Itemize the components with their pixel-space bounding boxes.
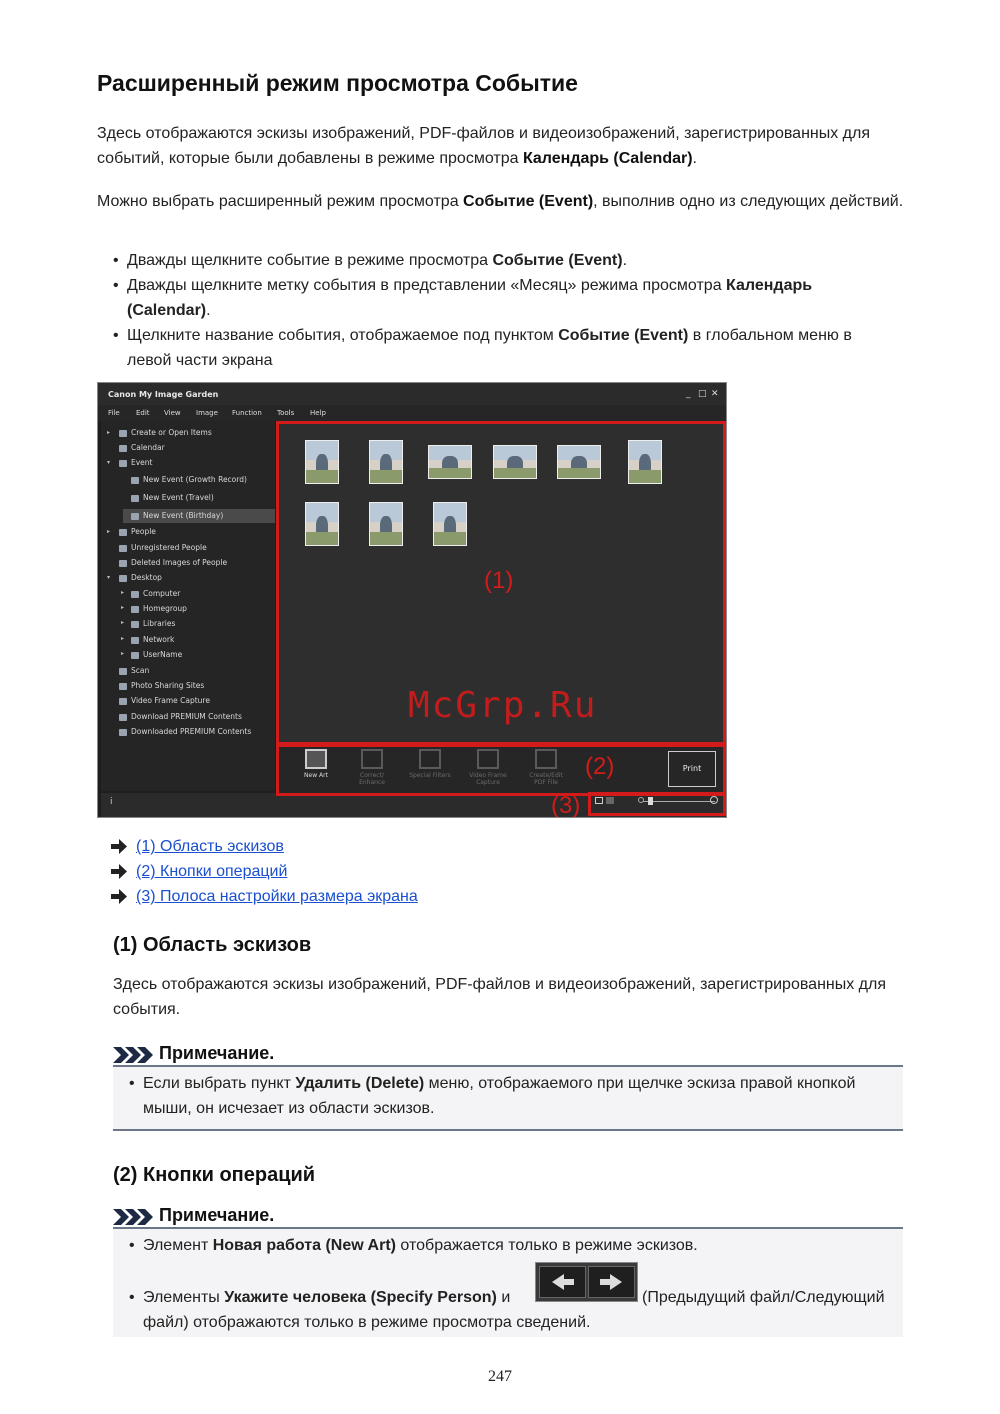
menu-function[interactable]: Function xyxy=(232,409,262,417)
link-size-bar[interactable]: (3) Полоса настройки размера экрана xyxy=(136,888,418,905)
menu-edit[interactable]: Edit xyxy=(136,409,150,417)
menu-view[interactable]: View xyxy=(164,409,181,417)
global-menu: ▸ Create or Open Items Calendar ▾ Event New Event (Growth Record) New Event (Travel) New Event (Birthday) ▸ People Unregistered People Deleted Images of People ▾ Desktop ▸ Computer ▸ Homegroup ▸ Libraries ▸ Network ▸ UserName Scan Photo Sharing Sites Video Frame Capture Download PREMIUM Contents Downloaded PREMIUM Contents xyxy=(101,421,275,791)
callout-label-2: (2) xyxy=(585,753,615,780)
note-text-continued: (Предыдущий файл/Следующий xyxy=(642,1289,885,1306)
menu-image[interactable]: Image xyxy=(196,409,218,417)
callout-label-3: (3) xyxy=(551,792,581,818)
close-icon[interactable]: ✕ xyxy=(711,389,719,399)
special-filters-button[interactable]: Special Filters xyxy=(408,749,452,789)
note-body: • Элемент Новая работа (New Art) отображается только в режиме эскизов. xyxy=(113,1227,903,1337)
arrow-right-icon xyxy=(110,884,128,909)
menu-file[interactable]: File xyxy=(108,409,120,417)
page-number: 247 xyxy=(488,1368,512,1385)
intro-paragraph-2: Можно выбрать расширенный режим просмотра Событие (Event), выполнив одно из следующих действий. xyxy=(97,193,904,210)
sidebar-item-create[interactable]: Create or Open Items xyxy=(119,428,212,437)
sidebar-item-video-capture[interactable]: Video Frame Capture xyxy=(119,696,210,705)
callout-box-3 xyxy=(588,792,726,816)
new-art-button[interactable]: New Art xyxy=(294,749,338,789)
note-chevrons-icon xyxy=(113,1209,155,1225)
note-body: • Если выбрать пункт Удалить (Delete) меню, отображаемого при щелчке эскиза правой кнопкой мыши, он исчезает из области эскизов. xyxy=(113,1065,903,1131)
print-button[interactable]: Print xyxy=(668,751,716,787)
arrow-left-icon xyxy=(540,1267,585,1297)
sidebar-item-people[interactable]: People xyxy=(119,527,156,536)
section-1-text: Здесь отображаются эскизы изображений, PDF-файлов и видеоизображений, зарегистрированных для события. xyxy=(113,976,887,1018)
note-chevrons-icon xyxy=(113,1047,155,1063)
info-icon[interactable]: i xyxy=(110,797,113,807)
callout-box-2 xyxy=(276,744,726,796)
sidebar-item-event-travel[interactable]: New Event (Travel) xyxy=(131,493,214,502)
sidebar-item-event[interactable]: Event xyxy=(119,458,153,467)
sidebar-item-downloaded-premium[interactable]: Downloaded PREMIUM Contents xyxy=(119,727,251,736)
correct-enhance-button[interactable]: Correct/ Enhance xyxy=(350,749,394,789)
link-operation-buttons[interactable]: (2) Кнопки операций xyxy=(136,863,288,880)
callout-label-1: (1) xyxy=(484,567,514,594)
sidebar-item-calendar[interactable]: Calendar xyxy=(119,443,165,452)
arrow-right-icon xyxy=(589,1267,634,1297)
section-title-2: (2) Кнопки операций xyxy=(113,1164,316,1186)
minimize-icon[interactable]: _ xyxy=(686,389,691,399)
prev-next-buttons-image xyxy=(535,1262,638,1302)
next-file-button xyxy=(588,1266,635,1298)
sidebar-item-event-growth[interactable]: New Event (Growth Record) xyxy=(131,475,247,484)
window-title: Canon My Image Garden xyxy=(108,390,219,399)
note-text-continued: файл) отображаются только в режиме просмотра сведений. xyxy=(143,1314,591,1331)
intro-paragraph-1: Здесь отображаются эскизы изображений, PDF-файлов и видеоизображений, зарегистрированных для событий, которые были добавлены в режиме просмотра Календарь (Calendar). xyxy=(97,125,871,167)
video-frame-capture-button[interactable]: Video Frame Capture xyxy=(466,749,510,789)
arrow-right-icon xyxy=(110,859,128,884)
arrow-right-icon xyxy=(110,834,128,859)
sidebar-item-deleted[interactable]: Deleted Images of People xyxy=(119,558,227,567)
sidebar-item-libraries[interactable]: Libraries xyxy=(131,619,175,628)
page-title: Расширенный режим просмотра Событие xyxy=(97,70,578,96)
menu-tools[interactable]: Tools xyxy=(277,409,295,417)
sidebar-item-download-premium[interactable]: Download PREMIUM Contents xyxy=(119,712,242,721)
section-title-1: (1) Область эскизов xyxy=(113,934,312,956)
sidebar-item-scan[interactable]: Scan xyxy=(119,666,149,675)
sidebar-item-username[interactable]: UserName xyxy=(131,650,182,659)
sidebar-item-computer[interactable]: Computer xyxy=(131,589,180,598)
window-titlebar xyxy=(98,383,726,405)
link-thumbnail-area[interactable]: (1) Область эскизов xyxy=(136,838,284,855)
sidebar-item-photo-sharing[interactable]: Photo Sharing Sites xyxy=(119,681,204,690)
menu-help[interactable]: Help xyxy=(310,409,326,417)
previous-file-button xyxy=(539,1266,586,1298)
app-screenshot xyxy=(97,382,727,818)
maximize-icon[interactable]: □ xyxy=(698,389,707,399)
sidebar-item-homegroup[interactable]: Homegroup xyxy=(131,604,187,613)
sidebar-item-unregistered[interactable]: Unregistered People xyxy=(119,543,207,552)
create-edit-pdf-button[interactable]: Create/Edit PDF File xyxy=(524,749,568,789)
watermark: McGrp.Ru xyxy=(408,685,598,726)
menu-bar xyxy=(98,405,726,421)
sidebar-item-event-birthday[interactable]: New Event (Birthday) xyxy=(131,511,223,520)
sidebar-item-network[interactable]: Network xyxy=(131,635,174,644)
sidebar-item-desktop[interactable]: Desktop xyxy=(119,573,162,582)
